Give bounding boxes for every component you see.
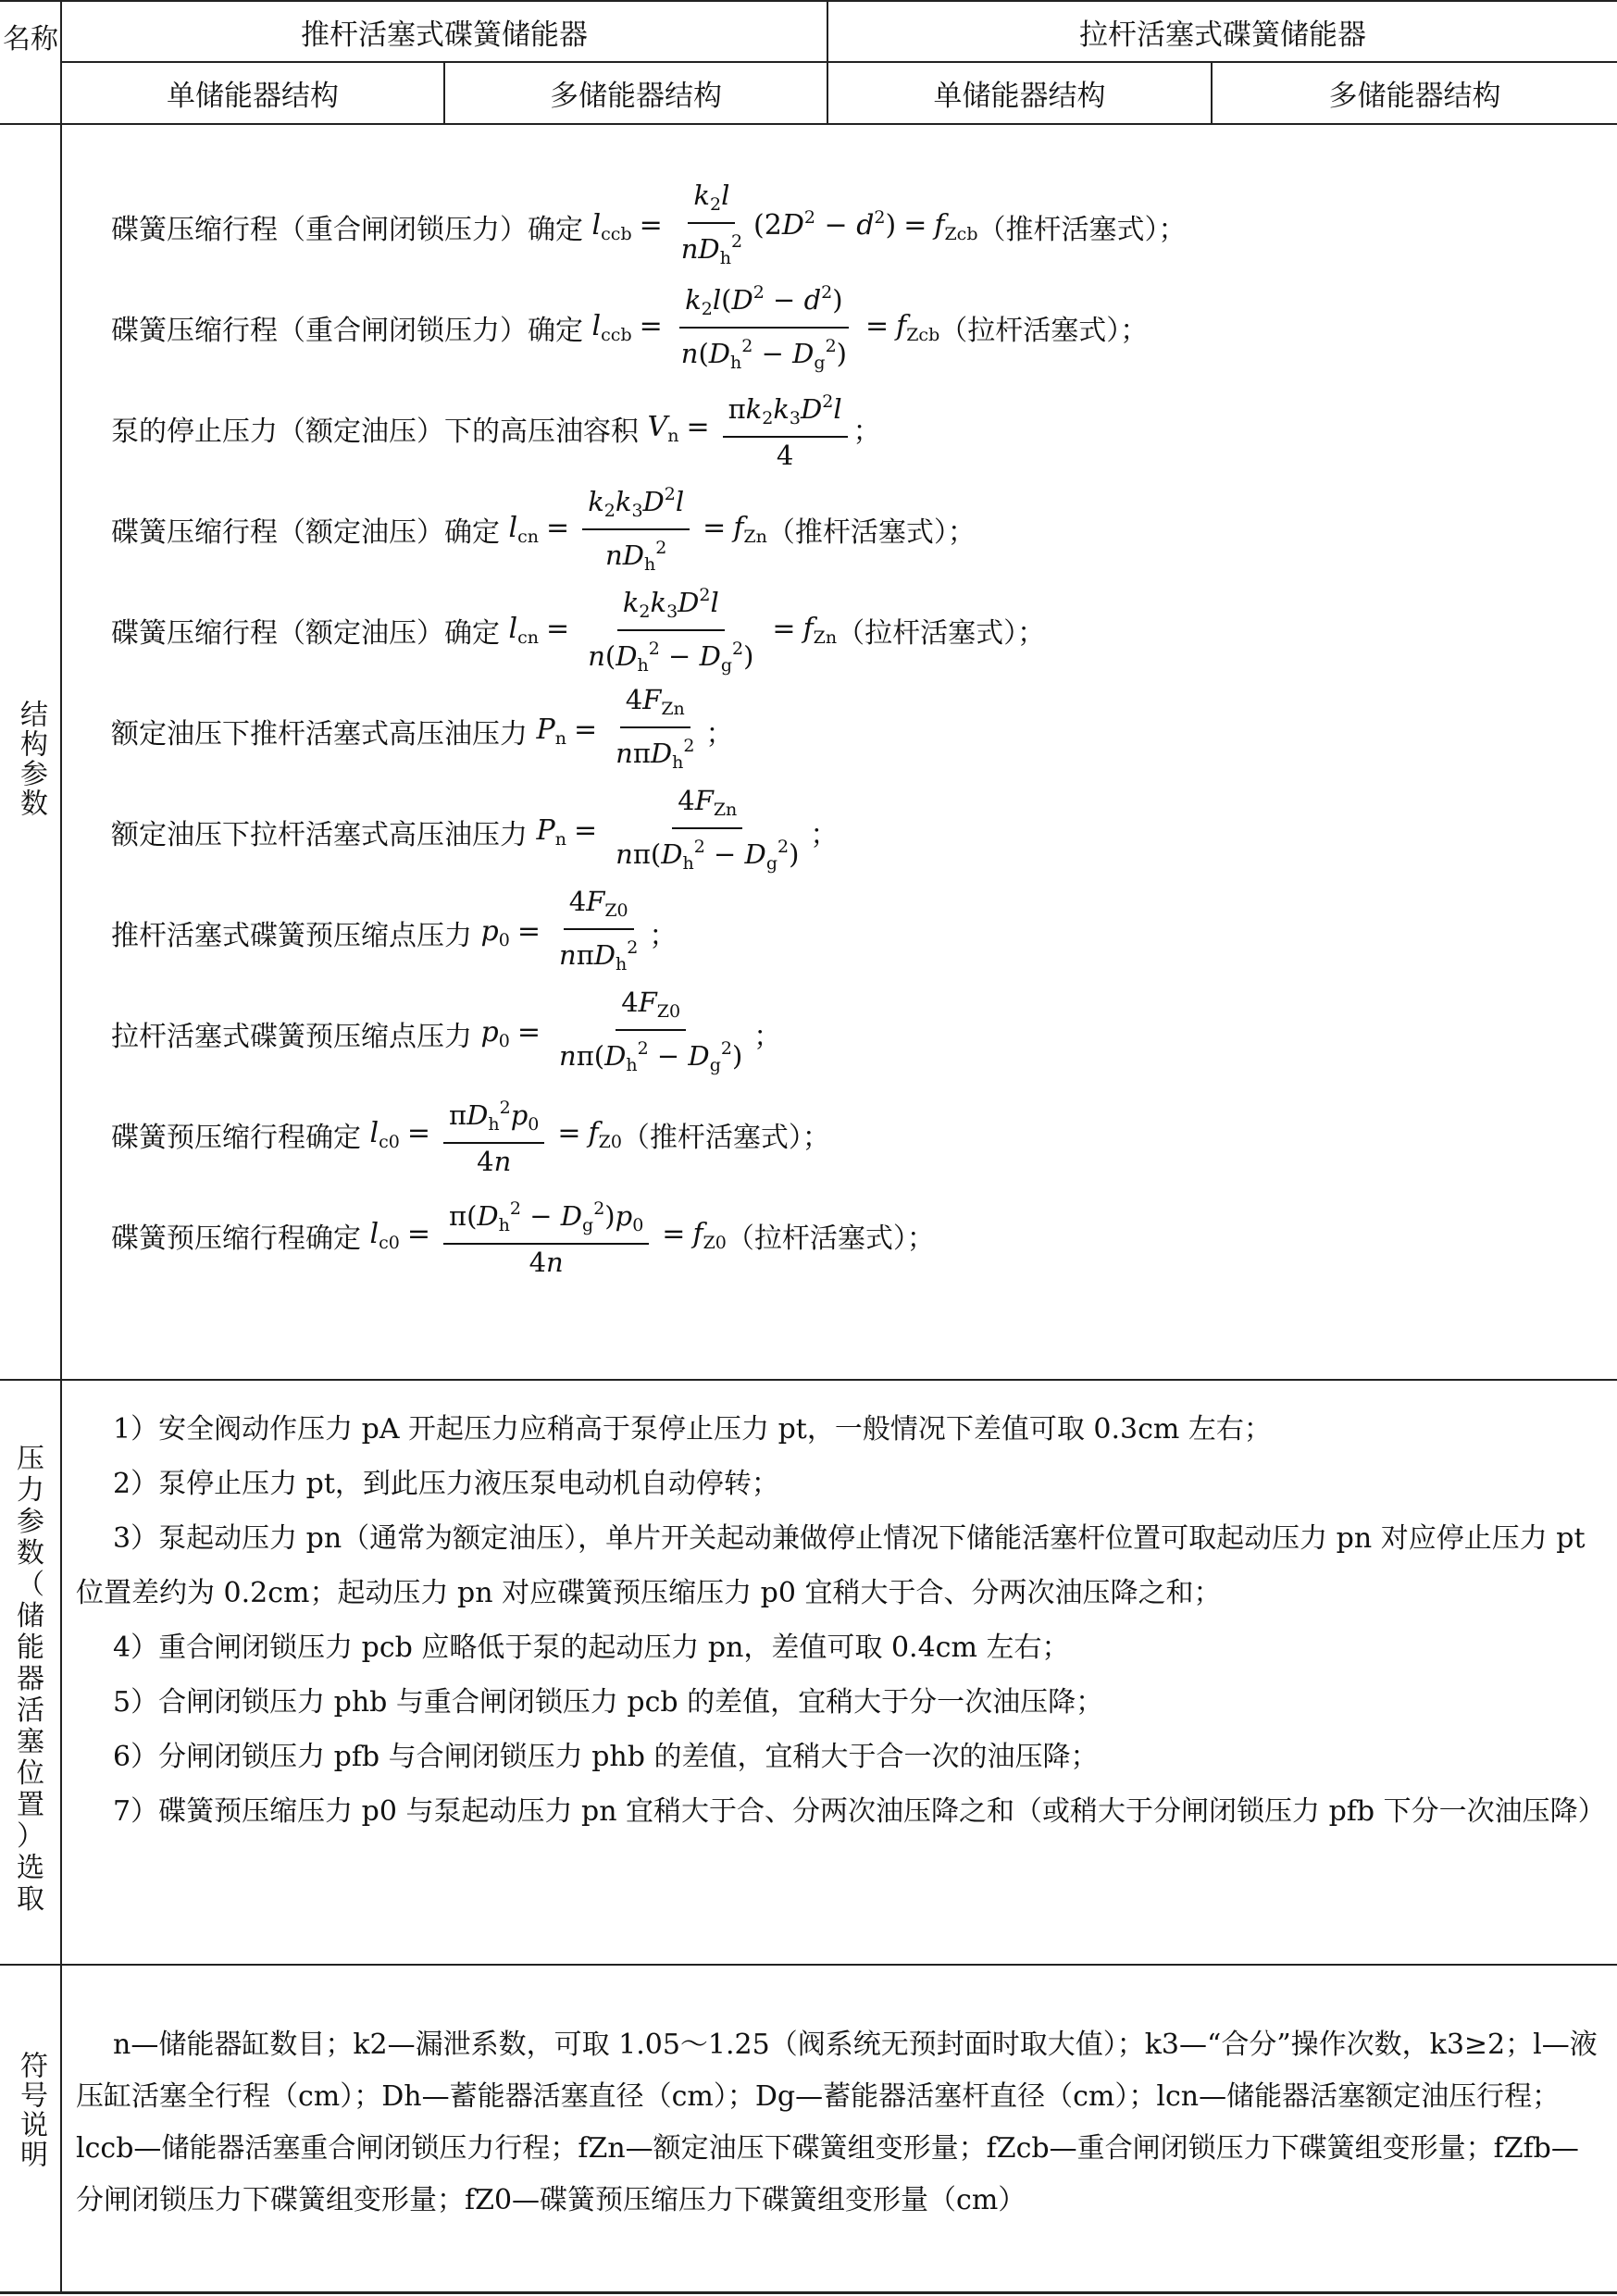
formula-6-tail: ； — [705, 717, 734, 751]
formula-5-tail: （拉杆活塞式）； — [837, 616, 1046, 650]
formula-7-tail: ； — [810, 818, 839, 851]
pp-char: 塞 — [17, 1726, 44, 1758]
push-type-text: 推杆活塞式碟簧储能器 — [301, 18, 588, 52]
formula-5-text: 碟簧压缩行程（额定油压）确定 — [111, 616, 500, 650]
formula-8-math: $p_0$ = $\frac{4F_{Z0}}{n\pi D_h^2}$ — [480, 885, 639, 974]
formula-2 — [111, 277, 1573, 378]
formula-1 — [111, 176, 1573, 277]
multi-structure-header-1 — [445, 63, 827, 123]
pressure-items — [76, 1402, 1606, 1839]
pressure-item-6: 6）分闸闭锁压力 pfb 与合闸闭锁压力 phb 的差值，宜稍大于合一次的油压降； — [113, 1741, 1099, 1773]
formula-5-math: $l_{cn}$ = $\frac{k_2k_3D^2l}{n(D_h^2 - D_g^2)}$ = $f_{Zn}$ — [500, 577, 837, 683]
name-label-text: 名称 — [3, 23, 58, 56]
pressure-item-3: 3）泵起动压力 pn（通常为额定油压），单片开关起动兼做停止情况下储能活塞杆位置可取起动压力 pn 对应停止压力 pt 位置差约为 0.2cm；起动压力 pn 对应碟簧预压缩压力 p0 宜稍大于合、分两次油压降之和； — [76, 1522, 1586, 1609]
formula-9 — [111, 983, 1573, 1084]
formula-11-text: 碟簧预压缩行程确定 — [111, 1222, 361, 1255]
symbol-notes-paragraph: n—储能器缸数目；k2—漏泄系数，可取 1.05～1.25（阀系统无预封面时取大值）；k3—“合分”操作次数，k3≥2；l—液压缸活塞全行程（cm）；Dh—蓄能器活塞直径（cm）；Dg—蓄能器活塞杆直径（cm）；lcn—储能器活塞额定油压行程；lccb—储能器活塞重合闸闭锁压力行程；fZn—额定油压下碟簧组变形量；fZcb—重合闸闭锁压力下碟簧组变形量；fZfb—分闸闭锁压力下碟簧组变形量；fZ0—碟簧预压缩压力下碟簧组变形量（cm） — [76, 2029, 1598, 2216]
formula-7-math: $P_n$ = $\frac{4F_{Zn}}{n\pi(D_h^2 - D_g^2)}$ — [536, 784, 800, 874]
formula-8-text: 推杆活塞式碟簧预压缩点压力 — [111, 919, 472, 952]
pp-char: 数 — [17, 1537, 44, 1570]
formula-2-math: $l_{ccb}$ = $\frac{k_2l(D^2 - d^2)}{n(D_h^2 - D_g^2)}$ = $f_{Zcb}$ — [583, 275, 939, 380]
formula-6 — [111, 680, 1573, 781]
formula-9-math: $p_0$ = $\frac{4F_{Z0}}{n\pi(D_h^2 - D_g^2)}$ — [480, 986, 743, 1075]
multi-structure-text-2: 多储能器结构 — [1328, 80, 1501, 113]
formula-11 — [111, 1185, 1573, 1285]
formula-10-tail: （推杆活塞式）； — [621, 1121, 830, 1154]
formula-7-text: 额定油压下拉杆活塞式高压油压力 — [111, 818, 528, 851]
multi-structure-header-2 — [1213, 63, 1617, 123]
formula-10 — [111, 1084, 1573, 1185]
pressure-item-1: 1）安全阀动作压力 pA 开起压力应稍高于泵停止压力 pt，一般情况下差值可取 0.3cm 左右； — [113, 1413, 1272, 1446]
formula-list — [111, 176, 1573, 1285]
formula-11-tail: （拉杆活塞式）； — [726, 1222, 935, 1255]
pp-char: 选 — [17, 1852, 44, 1884]
single-structure-header-2 — [828, 63, 1211, 123]
push-type-header — [62, 2, 827, 61]
pull-type-text: 拉杆活塞式碟簧储能器 — [1079, 18, 1366, 52]
formula-4-text: 碟簧压缩行程（额定油压）确定 — [111, 515, 500, 549]
single-structure-header-1 — [62, 63, 443, 123]
pp-char: 取 — [17, 1883, 44, 1916]
formula-4-math: $l_{cn}$ = $\frac{k_2k_3D^2l}{nD_h^2}$ = $f_{Zn}$ — [500, 477, 767, 582]
formula-3-text: 泵的停止压力（额定油压）下的高压油容积 — [111, 415, 639, 448]
pressure-item-4: 4）重合闸闭锁压力 pcb 应略低于泵的起动压力 pn，差值可取 0.4cm 左右； — [113, 1632, 1070, 1664]
pp-char: 位 — [17, 1757, 44, 1790]
pressure-item-5: 5）合闸闭锁压力 phb 与重合闸闭锁压力 pcb 的差值，宜稍大于分一次油压降； — [113, 1686, 1104, 1719]
pp-char: 储 — [17, 1600, 44, 1632]
formula-4 — [111, 478, 1573, 579]
table-bottom-border — [0, 2291, 1617, 2294]
pp-char: 活 — [17, 1694, 44, 1727]
pressure-params-label — [0, 1444, 61, 1916]
formula-10-math: $l_{c0}$ = $\frac{\pi D_h^2p_0}{4n}$ = $f_{Z0}$ — [361, 1090, 622, 1179]
pressure-item-2: 2）泵停止压力 pt，到此压力液压泵电动机自动停转； — [113, 1468, 779, 1500]
formula-1-text: 碟簧压缩行程（重合闸闭锁压力）确定 — [111, 213, 583, 246]
formula-4-tail: （推杆活塞式）； — [766, 515, 976, 549]
pp-char: 能 — [17, 1632, 44, 1664]
formula-2-text: 碟簧压缩行程（重合闸闭锁压力）确定 — [111, 314, 583, 347]
symbol-notes-label — [0, 2027, 61, 2193]
formula-6-text: 额定油压下推杆活塞式高压油压力 — [111, 717, 528, 751]
single-structure-text-2: 单储能器结构 — [933, 80, 1106, 113]
structure-params-label — [0, 648, 61, 870]
formula-3 — [111, 378, 1573, 478]
formula-3-tail: ； — [852, 415, 881, 448]
formula-8-tail: ； — [649, 919, 678, 952]
single-structure-text-1: 单储能器结构 — [167, 80, 339, 113]
name-label — [0, 24, 61, 56]
header-bottom-line — [0, 123, 1617, 125]
formula-10-text: 碟簧预压缩行程确定 — [111, 1121, 361, 1154]
symbol-notes-text: 符号说明 — [15, 2051, 47, 2169]
formula-1-tail: （推杆活塞式）； — [977, 213, 1187, 246]
pp-char: ） — [17, 1820, 44, 1853]
pp-char: （ — [17, 1569, 44, 1601]
pp-char: 置 — [17, 1789, 44, 1821]
pp-char: 器 — [17, 1663, 44, 1695]
pp-char: 压 — [17, 1443, 44, 1475]
pp-char: 力 — [17, 1474, 44, 1507]
section-line-2 — [0, 1964, 1617, 1966]
formula-11-math: $l_{c0}$ = $\frac{\pi(D_h^2 - D_g^2)p_0}{4n}$ = $f_{Z0}$ — [361, 1191, 727, 1280]
formula-7 — [111, 781, 1573, 882]
pull-type-header — [828, 2, 1617, 61]
formula-9-text: 拉杆活塞式碟簧预压缩点压力 — [111, 1020, 472, 1053]
structure-params-text: 结构参数 — [15, 700, 47, 818]
formula-3-math: $V_n$ = $\frac{\pi k_2k_3D^2l}{4}$ — [639, 384, 853, 473]
left-column-line — [60, 0, 62, 2294]
formula-8 — [111, 882, 1573, 983]
pp-char: 参 — [17, 1506, 44, 1538]
formula-5 — [111, 579, 1573, 680]
formula-9-tail: ； — [753, 1020, 782, 1053]
section-line-1 — [0, 1379, 1617, 1381]
formula-1-math: $l_{ccb}$ = $\frac{k_2l}{nD_h^2}$ $(2D^2 - d^2) = f_{Zcb}$ — [591, 179, 978, 268]
pressure-item-7: 7）碟簧预压缩压力 p0 与泵起动压力 pn 宜稍大于合、分两次油压降之和（或稍大于分闸闭锁压力 pfb 下分一次油压降） — [113, 1795, 1606, 1828]
formula-2-tail: （拉杆活塞式）； — [939, 314, 1149, 347]
multi-structure-text-1: 多储能器结构 — [550, 80, 722, 113]
formula-6-math: $P_n$ = $\frac{4F_{Zn}}{n\pi D_h^2}$ — [536, 683, 695, 773]
